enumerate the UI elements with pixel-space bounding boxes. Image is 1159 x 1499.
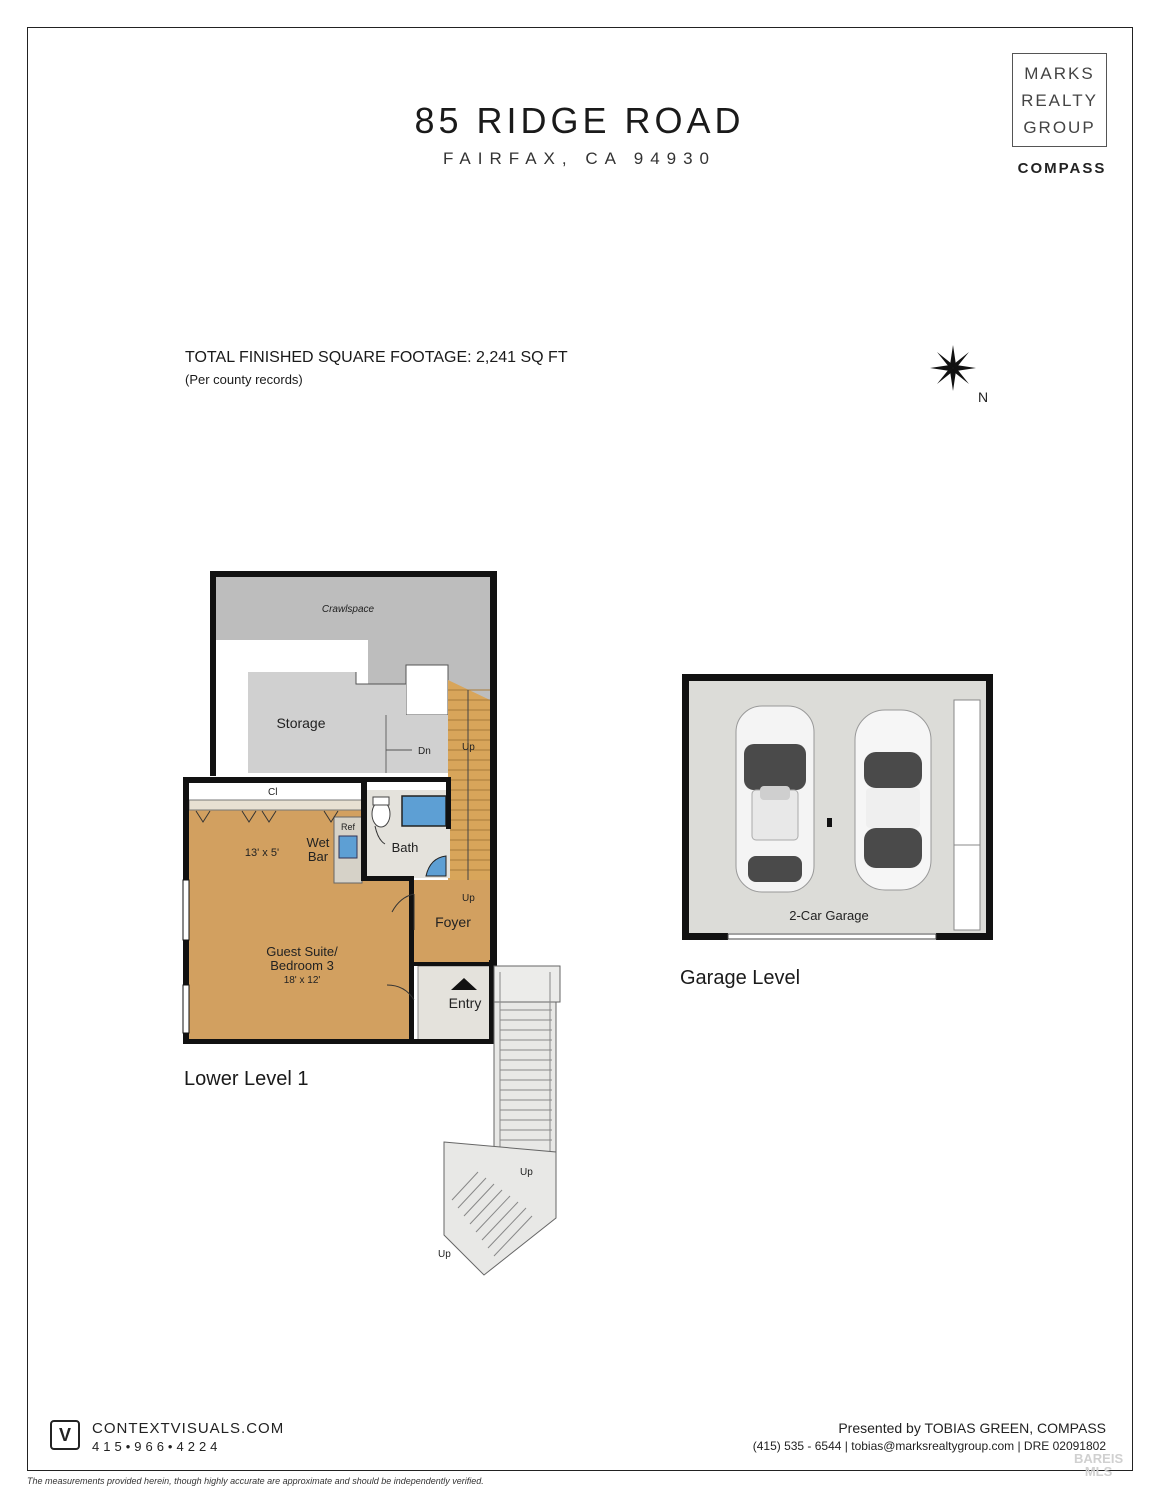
measurement-disclaimer: The measurements provided herein, though highly accurate are approximate and should be independently verified.	[27, 1476, 484, 1486]
crawlspace-label: Crawlspace	[321, 604, 375, 615]
garage-label: 2-Car Garage	[789, 908, 869, 923]
exterior-landing	[444, 1142, 556, 1275]
garage-level-label: Garage Level	[680, 967, 801, 989]
page-title: 85 RIDGE ROAD	[414, 100, 745, 141]
car-icon	[855, 710, 931, 890]
ref-label: Ref	[340, 822, 356, 832]
car-icon	[736, 706, 814, 892]
address-subtitle: FAIRFAX, CA 94930	[442, 149, 717, 168]
contextvisuals-name: CONTEXTVISUALS.COM	[92, 1420, 285, 1437]
mls-watermark	[1074, 1452, 1123, 1478]
logo-line-3: GROUP	[1023, 117, 1096, 137]
compass-brand-logo: COMPASS	[1017, 160, 1107, 177]
contextvisuals-logo-icon: V	[50, 1420, 80, 1450]
wet-bar-dims: 13' x 5'	[244, 847, 280, 859]
foyer-label: Foyer	[435, 914, 471, 930]
bath-label: Bath	[391, 840, 419, 855]
stair-up-label: Up	[462, 742, 475, 753]
storage-label: Storage	[276, 715, 326, 731]
north-label: N	[978, 389, 989, 405]
closet-label: Cl	[268, 787, 278, 798]
logo-line-2: REALTY	[1021, 90, 1098, 110]
exterior-stair-up-label: Up	[520, 1167, 533, 1178]
watermark-line-1: BAREIS	[1074, 1451, 1124, 1466]
guest-suite-dims: 18' x 12'	[283, 975, 321, 986]
lower-level-label: Lower Level 1	[184, 1068, 309, 1090]
foyer-up-label: Up	[462, 893, 475, 904]
watermark-line-2: MLS	[1084, 1464, 1113, 1479]
entry-label: Entry	[448, 995, 482, 1011]
guest-suite-label-2: Bedroom 3	[270, 958, 334, 973]
exterior-stair	[494, 1000, 556, 1152]
presented-by: Presented by TOBIAS GREEN, COMPASS	[838, 1420, 1106, 1436]
logo-line-1: MARKS	[1024, 63, 1095, 83]
contextvisuals-phone: 415•966•4224	[92, 1439, 222, 1454]
guest-suite-label-1: Guest Suite/	[266, 944, 338, 959]
square-footage-summary: TOTAL FINISHED SQUARE FOOTAGE: 2,241 SQ FT	[185, 349, 568, 366]
square-footage-note: (Per county records)	[185, 372, 303, 387]
down-label: Dn	[418, 746, 431, 757]
agent-contact: (415) 535 - 6544 | tobias@marksrealtygroup.com | DRE 02091802	[752, 1439, 1106, 1453]
wet-bar-label-1: Wet	[306, 835, 330, 850]
wet-bar-label-2: Bar	[307, 849, 329, 864]
garage-floor	[688, 680, 987, 933]
landing-up-label: Up	[438, 1249, 451, 1260]
